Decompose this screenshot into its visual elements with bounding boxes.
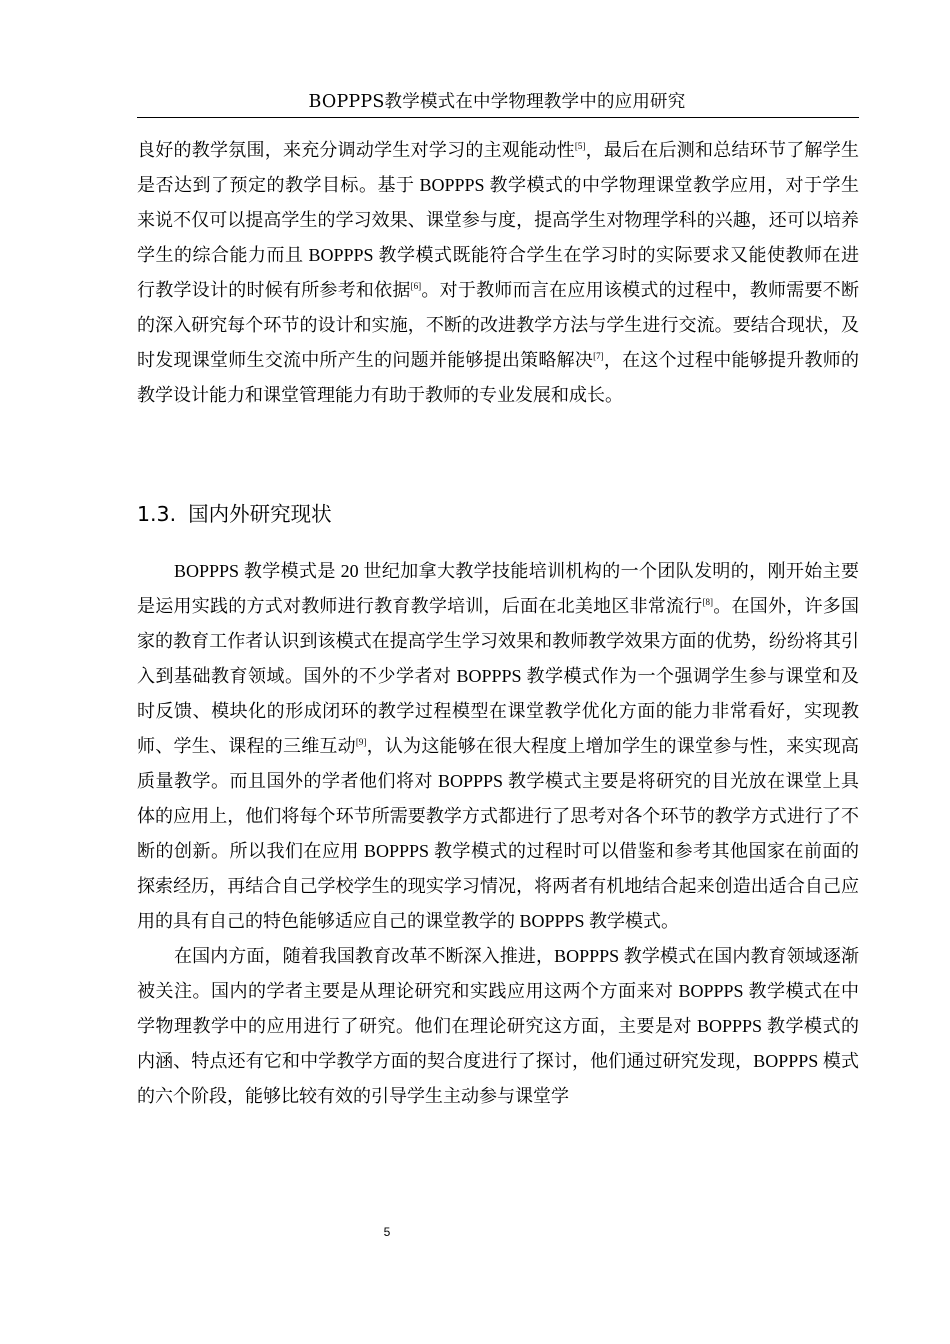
text-run: ，在这个过程中能够提升教师的教学设计能力和课堂管理能力有助于教师的专业发展和成长。 (137, 350, 860, 405)
paragraph-continuation (137, 133, 859, 413)
text-run: 。在国外，许多国家的教育工作者认识到该模式在提高学生学习效果和教师教学效果方面的优势，纷纷将其引入到基础教育领域。国外的不少学者对 BOPPPS 教学模式作为一个强调学生参与课堂和及时反馈、模块化的形成闭环的教学过程模型在课堂教学优化方面的能力非常看好，实现教师、学生、课程的三维互动 (137, 596, 860, 756)
citation: [6] (410, 281, 422, 291)
section-heading (137, 497, 332, 527)
section-body (137, 554, 859, 1114)
text-run: 。对于教师而言在应用该模式的过程中，教师需要不断的深入研究每个环节的设计和实施，不断的改进教学方法与学生进行交流。要结合现状，及时发现课堂师生交流中所产生的问题并能够提出策略解决 (137, 280, 860, 370)
section-title: 国内外研究现状 (188, 502, 332, 526)
paragraph: 在国内方面，随着我国教育改革不断深入推进，BOPPPS 教学模式在国内教育领域逐渐被关注。国内的学者主要是从理论研究和实践应用这两个方面来对 BOPPPS 教学模式在中学物理教学中的应用进行了研究。他们在理论研究这方面，主要是对 BOPPPS 教学模式的内涵、特点还有它和中学教学方面的契合度进行了探讨，他们通过研究发现，BOPPPS 模式的六个阶段，能够比较有效的引导学生主动参与课堂学 (137, 946, 859, 1106)
section-number: 1.3. (137, 502, 177, 526)
page-number: 5 (383, 1225, 391, 1239)
header-rule (137, 117, 859, 118)
citation: [5] (574, 141, 586, 151)
citation: [9] (355, 737, 367, 747)
text-run: ，认为这能够在很大程度上增加学生的课堂参与性，来实现高质量教学。而且国外的学者他们将对 BOPPPS 教学模式主要是将研究的目光放在课堂上具体的应用上，他们将每个环节所需要教学方式都进行了思考对各个环节的教学方式进行了不断的创新。所以我们在应用 BOPPPS 教学模式的过程时可以借鉴和参考其他国家在前面的探索经历，再结合自己学校学生的现实学习情况，将两者有机地结合起来创造出适合自己应用的具有自己的特色能够适应自己的课堂教学的 BOPPPS 教学模式。 (137, 736, 859, 931)
text-run: 良好的教学氛围，来充分调动学生对学习的主观能动性 (137, 140, 575, 160)
paragraph (137, 554, 859, 939)
citation: [8] (702, 597, 714, 607)
citation: [7] (593, 351, 604, 361)
text-run: BOPPPS 教学模式是 20 世纪加拿大教学技能培训机构的一个团队发明的，刚开始主要是运用实践的方式对教师进行教育教学培训，后面在北美地区非常流行 (137, 561, 859, 616)
text-run: ，最后在后测和总结环节了解学生是否达到了预定的教学目标。基于 BOPPPS 教学模式的中学物理课堂教学应用，对于学生来说不仅可以提高学生的学习效果、课堂参与度，提高学生对物理学科的兴趣，还可以培养学生的综合能力而且 BOPPPS 教学模式既能符合学生在学习时的实际要求又能使教师在进行教学设计的时候有所参考和依据 (137, 140, 859, 300)
running-header: BOPPPS教学模式在中学物理教学中的应用研究 (308, 92, 686, 112)
